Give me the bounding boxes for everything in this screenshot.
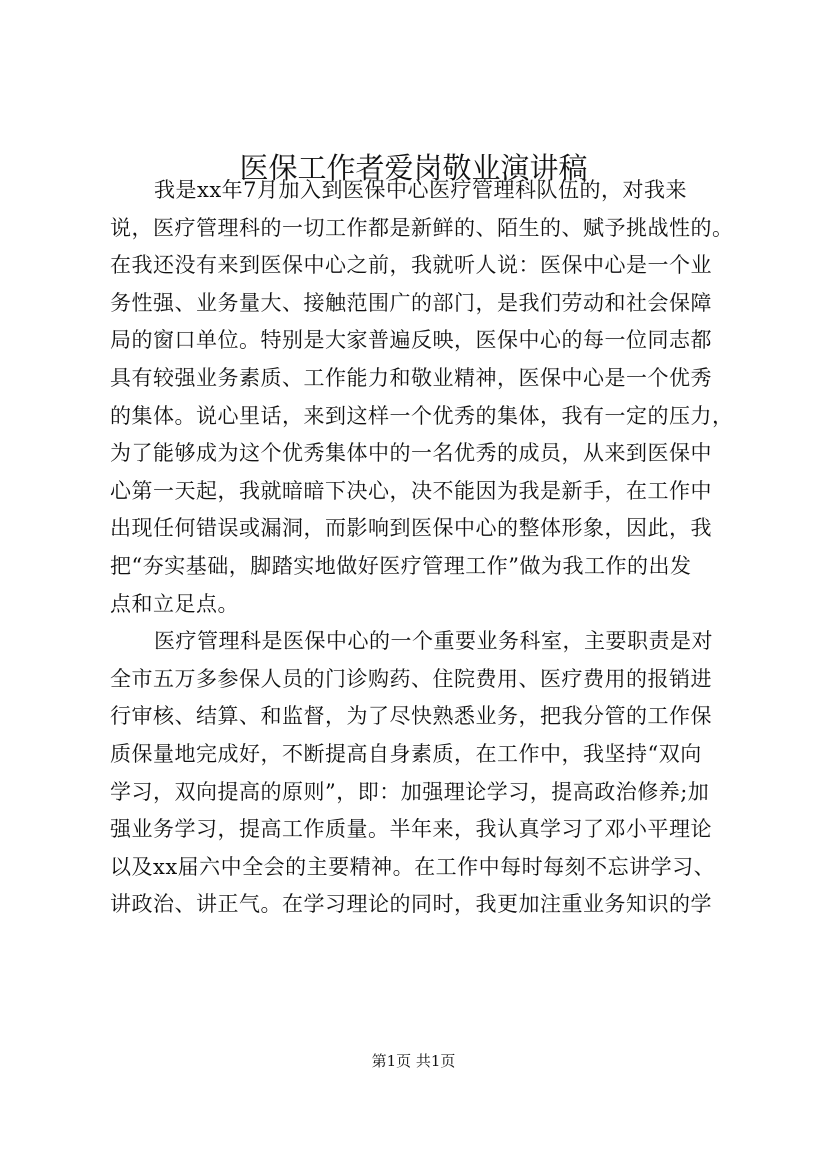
- text-line: 点和立足点。: [110, 591, 239, 616]
- text-line: 行审核、结算、和监督，为了尽快熟悉业务，把我分管的工作保: [110, 704, 712, 729]
- text-line: 说，医疗管理科的一切工作都是新鲜的、陌生的、赋予挑战性的。: [110, 215, 734, 240]
- text-line: 务性强、业务量大、接触范围广的部门，是我们劳动和社会保障: [110, 290, 712, 315]
- text-line: 全市五万多参保人员的门诊购药、住院费用、医疗费用的报销进: [110, 666, 712, 691]
- text-line: 在我还没有来到医保中心之前，我就听人说：医保中心是一个业: [110, 253, 712, 278]
- page-number-footer: 第1页 共1页: [371, 1052, 456, 1070]
- paragraph-1: [110, 172, 734, 623]
- document-body: [110, 172, 734, 924]
- text-line: 把“夯实基础，脚踏实地做好医疗管理工作”做为我工作的出发: [110, 553, 692, 578]
- text-line: 学习，双向提高的原则”，即：加强理论学习，提高政治修养;加: [110, 779, 710, 804]
- text-line: 心第一天起，我就暗暗下决心，决不能因为我是新手，在工作中: [110, 478, 712, 503]
- text-line: 质保量地完成好，不断提高自身素质，在工作中，我坚持“双向: [110, 741, 702, 766]
- text-line: 为了能够成为这个优秀集体中的一名优秀的成员，从来到医保中: [110, 441, 712, 466]
- text-line: 我是xx年7月加入到医保中心医疗管理科队伍的，对我来: [154, 178, 688, 202]
- text-line: 强业务学习，提高工作质量。半年来，我认真学习了邓小平理论: [110, 817, 712, 842]
- text-line: 出现任何错误或漏洞，而影响到医保中心的整体形象，因此，我: [110, 516, 712, 541]
- paragraph-2: [110, 623, 730, 924]
- text-line: 医疗管理科是医保中心的一个重要业务科室，主要职责是对: [154, 629, 713, 654]
- document-title: 医保工作者爱岗敬业演讲稿: [239, 151, 588, 185]
- text-line: 局的窗口单位。特别是大家普遍反映，医保中心的每一位同志都: [110, 328, 712, 353]
- text-line: 以及xx届六中全会的主要精神。在工作中每时每刻不忘讲学习、: [110, 854, 716, 879]
- text-line: 具有较强业务素质、工作能力和敬业精神，医保中心是一个优秀: [110, 365, 712, 390]
- text-line: 讲政治、讲正气。在学习理论的同时，我更加注重业务知识的学: [110, 892, 712, 917]
- text-line: 的集体。说心里话，来到这样一个优秀的集体，我有一定的压力，: [110, 403, 734, 428]
